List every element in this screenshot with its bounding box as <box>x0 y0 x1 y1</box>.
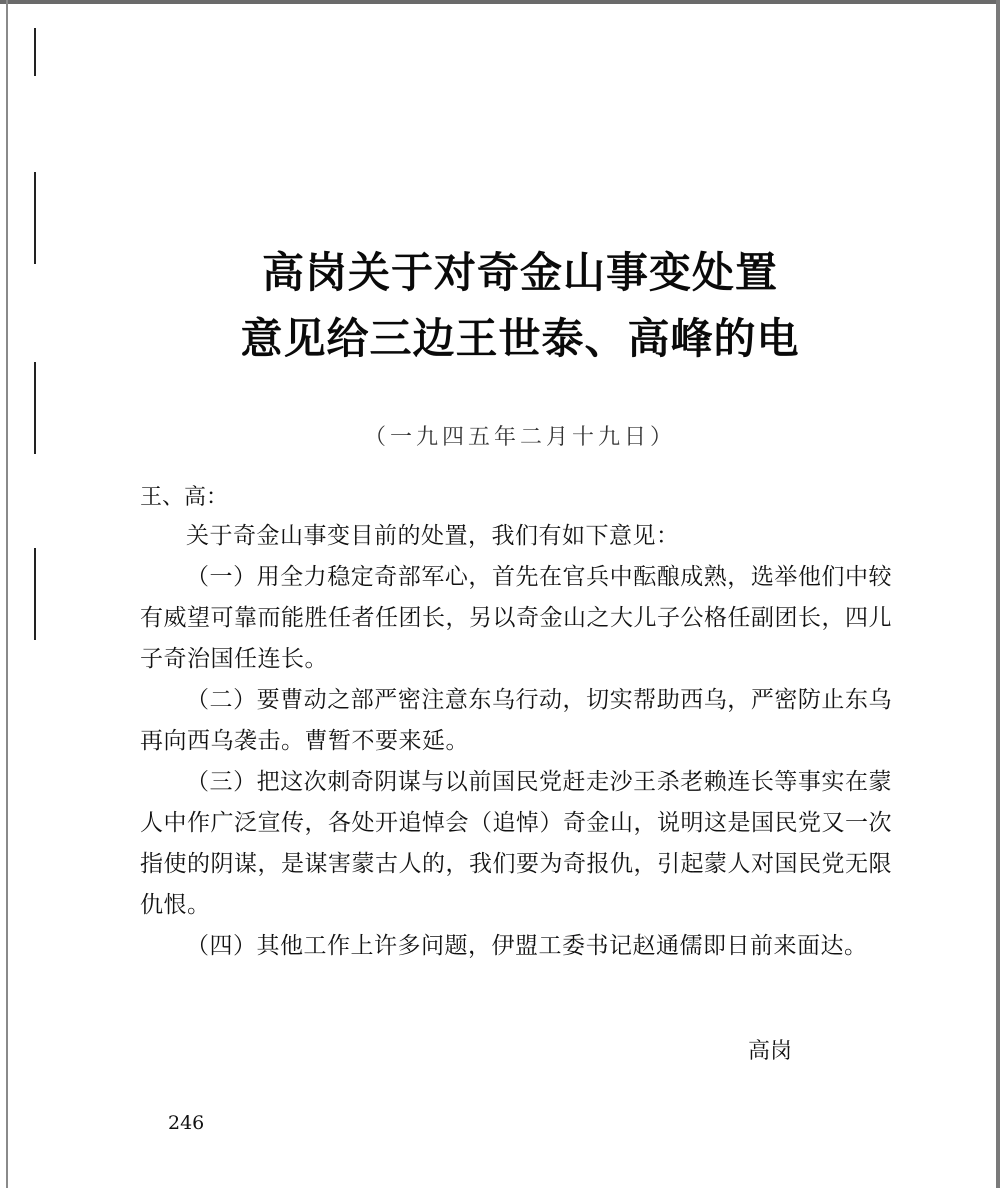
document-date: （一九四五年二月十九日） <box>363 425 676 450</box>
paragraph-point-3: （三）把这次刺奇阴谋与以前国民党赶走沙王杀老赖连长等事实在蒙人中作广泛宣传，各处开追悼会（追悼）奇金山，说明这是国民党又一次指使的阴谋，是谋害蒙古人的，我们要为奇报仇，引起蒙人对国民党无限仇恨。 <box>140 769 892 918</box>
title-line-2: 意见给三边王世泰、高峰的电 <box>240 314 800 363</box>
paragraph-point-1: （一）用全力稳定奇部军心，首先在官兵中酝酿成熟，选举他们中较有威望可靠而能胜任者任团长，另以奇金山之大儿子公格任副团长，四儿子奇治国任连长。 <box>140 564 892 672</box>
scan-border-right <box>996 0 1000 1188</box>
body-text <box>140 516 892 967</box>
paragraph-point-2: （二）要曹动之部严密注意东乌行动，切实帮助西乌，严密防止东乌再向西乌袭击。曹暂不要来延。 <box>140 687 892 754</box>
title-line-1: 高岗关于对奇金山事变处置 <box>261 248 778 297</box>
salutation: 王、高： <box>140 485 229 510</box>
paragraph-intro: 关于奇金山事变目前的处置，我们有如下意见： <box>186 523 680 549</box>
scan-artifact-line <box>34 172 36 264</box>
signature: 高岗 <box>748 1039 793 1064</box>
scan-artifact-line <box>34 28 36 76</box>
document-title <box>120 240 920 372</box>
page-number: 246 <box>168 1112 205 1134</box>
scan-border-top <box>0 0 1000 4</box>
paragraph-point-4: （四）其他工作上许多问题，伊盟工委书记赵通儒即日前来面达。 <box>186 933 868 959</box>
scan-artifact-line <box>34 362 36 454</box>
scan-artifact-line <box>34 548 36 640</box>
scan-border-left <box>6 0 8 1188</box>
